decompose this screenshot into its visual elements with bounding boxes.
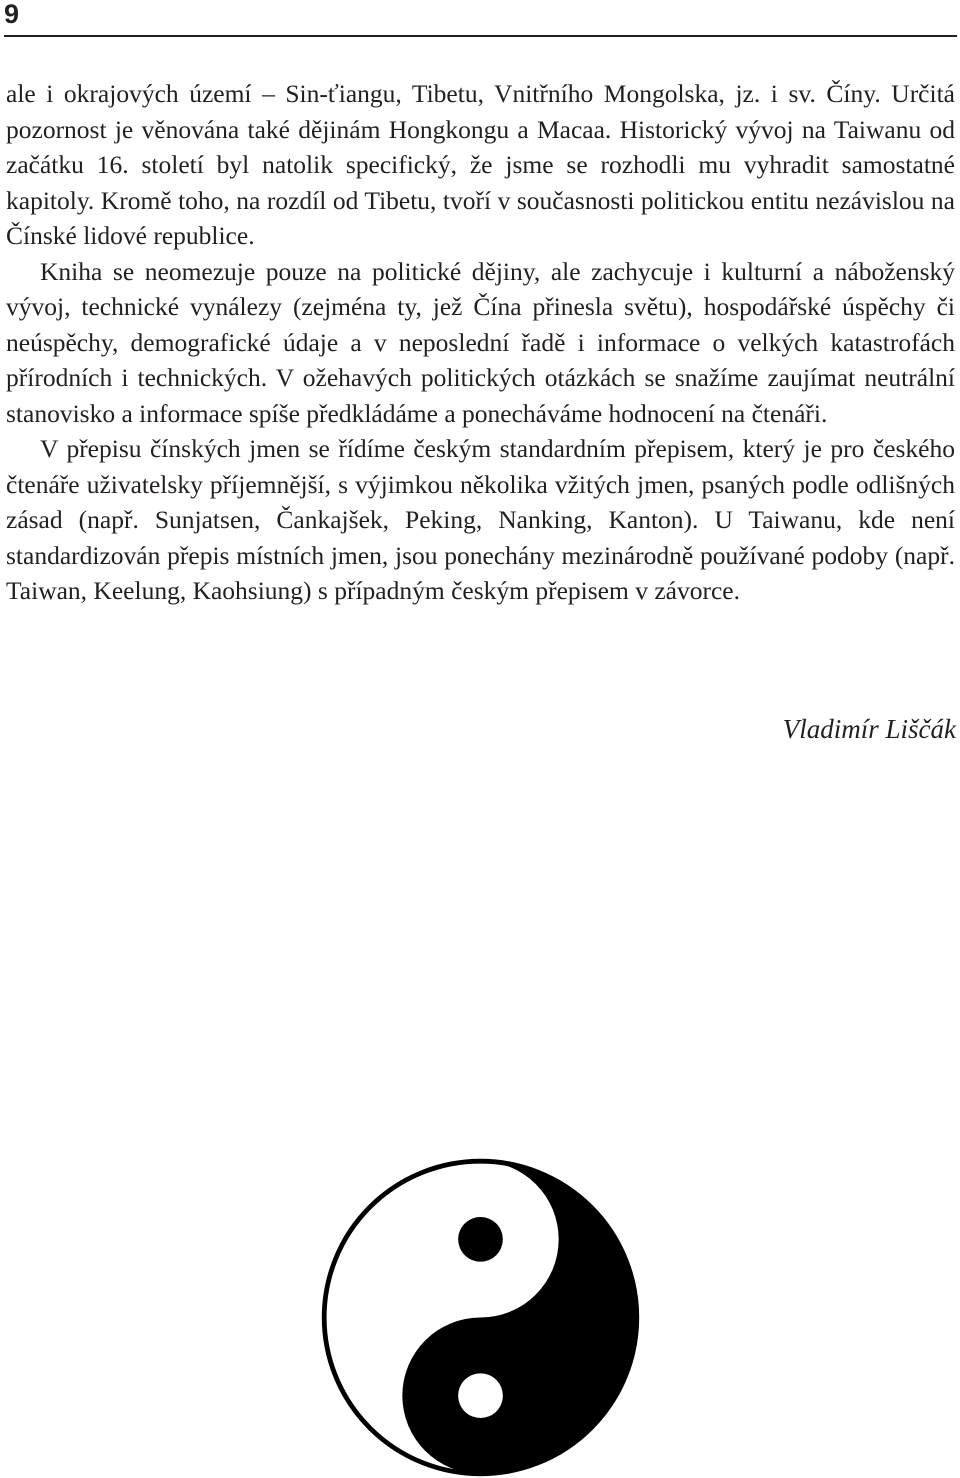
paragraph-intro: ale i okrajových území – Sin-ťiangu, Tibetu, Vnitřního Mongolska, jz. i sv. Číny. Určitá pozornost je věnována také dějinám Hongkongu a Macaa. Historický vývoj na Taiwanu od začátku 16. století byl natolik specifický, že jsme se rozhodli mu vyhradit samostatné kapitoly. Kromě toho, na rozdíl od Tibetu, tvoří v současnosti politickou entitu nezávislou na Čínské lidové republice. — [6, 79, 955, 250]
paragraph-scope: Kniha se neomezuje pouze na politické dějiny, ale zachycuje i kulturní a náboženský vývoj, technické vynálezy (zejména ty, jež Čína přinesla světu), hospodářské úspěchy či neúspěchy, demografické údaje a v neposlední řadě i informace o velkých katastrofách přírodních i technických. V ožehavých politických otázkách se snažíme zaujímat neutrální stanovisko a informace spíše předkládáme a ponecháváme hodnocení na čtenáři. — [6, 256, 955, 428]
header-rule — [4, 35, 957, 37]
yin-yang-icon — [321, 1158, 640, 1477]
yang-light-dot — [458, 1373, 503, 1418]
page-number: 9 — [4, 0, 20, 29]
body-text — [6, 76, 955, 609]
author-signature: Vladimír Liščák — [782, 714, 956, 744]
yin-dark-dot — [458, 1217, 503, 1262]
paragraph-transcription: V přepisu čínských jmen se řídíme českým standardním přepisem, který je pro českého čtenáře uživatelsky příjemnější, s výjimkou několika vžitých jmen, psaných podle odlišných zásad (např. Sunjatsen, Čankajšek, Peking, Nanking, Kanton). U Taiwanu, kde není standardizován přepis místních jmen, jsou ponechány mezinárodně používané podoby (např. Taiwan, Keelung, Kaohsiung) s případným českým přepisem v závorce. — [6, 434, 955, 605]
